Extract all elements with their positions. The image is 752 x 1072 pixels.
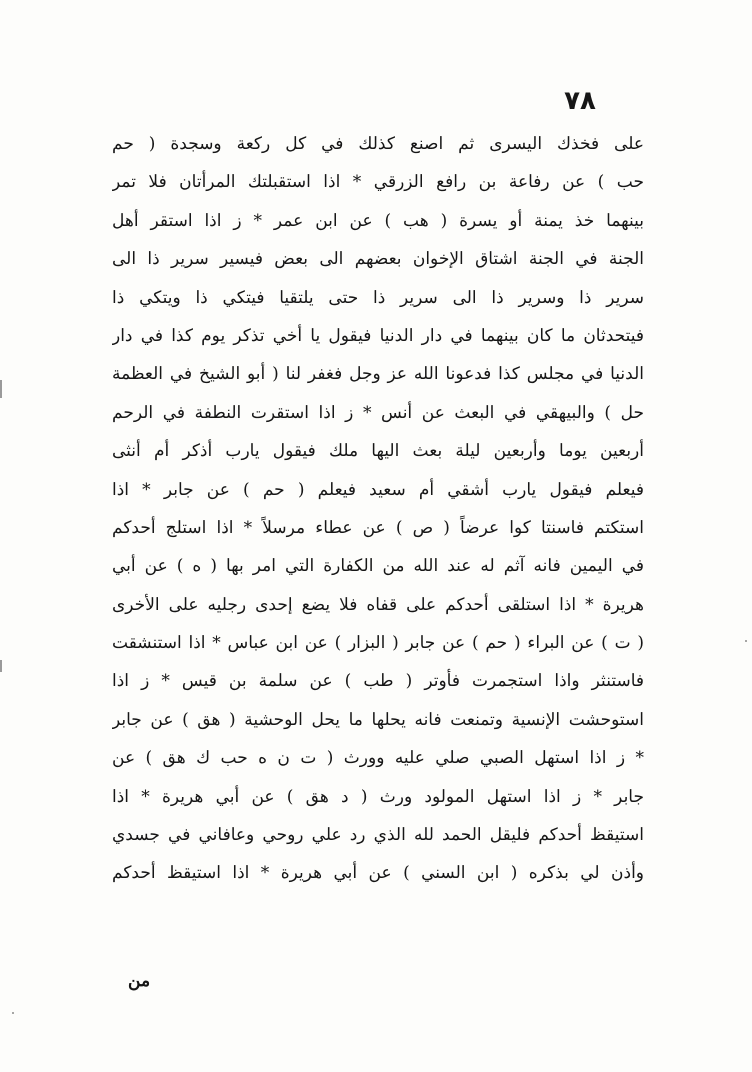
catchword: من	[128, 971, 151, 991]
text-line: فيعلم فيقول يارب أشقي أم سعيد فيعلم ( حم ) عن جابر * اذا	[112, 479, 644, 500]
scan-margin-mark	[0, 380, 2, 398]
text-line: * ز اذا استهل الصبي صلي عليه وورث ( ت ن ه حب ك هق ) عن	[112, 748, 644, 769]
page-number: ٧٨	[564, 86, 596, 116]
text-line: حل ) والبيهقي في البعث عن أنس * ز اذا استقرت النطفة في الرحم	[112, 402, 644, 423]
text-line: الدنيا في مجلس كذا فدعونا الله عز وجل فغفر لنا ( أبو الشيخ في العظمة	[112, 364, 644, 385]
text-line: استيقظ أحدكم فليقل الحمد لله الذي رد علي روحي وعافاني في جسدي	[112, 825, 644, 846]
text-line: استوحشت الإنسية وتمنعت فانه يحلها ما يحل الوحشية ( هق ) عن جابر	[112, 709, 644, 730]
text-line: هريرة * اذا استلقى أحدكم على قفاه فلا يضع إحدى رجليه على الأخرى	[112, 594, 644, 615]
text-line: الجنة في الجنة اشتاق الإخوان بعضهم الى بعض فيسير سرير ذا الى	[112, 249, 644, 270]
text-line: استكتم فاسنتا كوا عرضاً ( ص ) عن عطاء مرسلاً * اذا استلج أحدكم	[112, 517, 644, 538]
scan-margin-mark	[0, 660, 2, 672]
text-line: فيتحدثان ما كان بينهما في دار الدنيا فيقول يا أخي تذكر يوم كذا في دار	[112, 325, 644, 346]
text-line: في اليمين فانه آثم له عند الله من الكفارة التي امر بها ( ه ) عن أبي	[112, 556, 644, 577]
text-line: حب ) عن رفاعة بن رافع الزرقي * اذا استقبلتك المرأتان فلا تمر	[112, 172, 644, 193]
text-line: جابر * ز اذا استهل المولود ورث ( د هق ) عن أبي هريرة * اذا	[112, 786, 644, 807]
scan-speck	[12, 1012, 14, 1014]
hadith-text-block	[112, 125, 644, 893]
text-line: على فخذك اليسرى ثم اصنع كذلك في كل ركعة وسجدة ( حم	[112, 134, 644, 154]
text-line: أربعين يوما وأربعين ليلة بعث اليها ملك فيقول يارب أذكر أم أنثى	[112, 441, 644, 462]
text-line: وأذن لي بذكره ( ابن السني ) عن أبي هريرة * اذا استيقظ أحدكم	[112, 863, 644, 884]
text-line: فاستنثر واذا استجمرت فأوتر ( طب ) عن سلمة بن قيس * ز اذا	[112, 671, 644, 692]
text-line: ( ت ) عن البراء ( حم ) عن جابر ( البزار ) عن ابن عباس * اذا استنشقت	[112, 633, 644, 654]
scan-speck	[745, 640, 747, 642]
text-line: بينهما خذ يمنة أو يسرة ( هب ) عن ابن عمر * ز اذا استقر أهل	[112, 210, 644, 231]
text-line: سرير ذا وسرير ذا الى سرير ذا حتى يلتقيا فيتكي ذا ويتكي ذا	[112, 287, 644, 308]
